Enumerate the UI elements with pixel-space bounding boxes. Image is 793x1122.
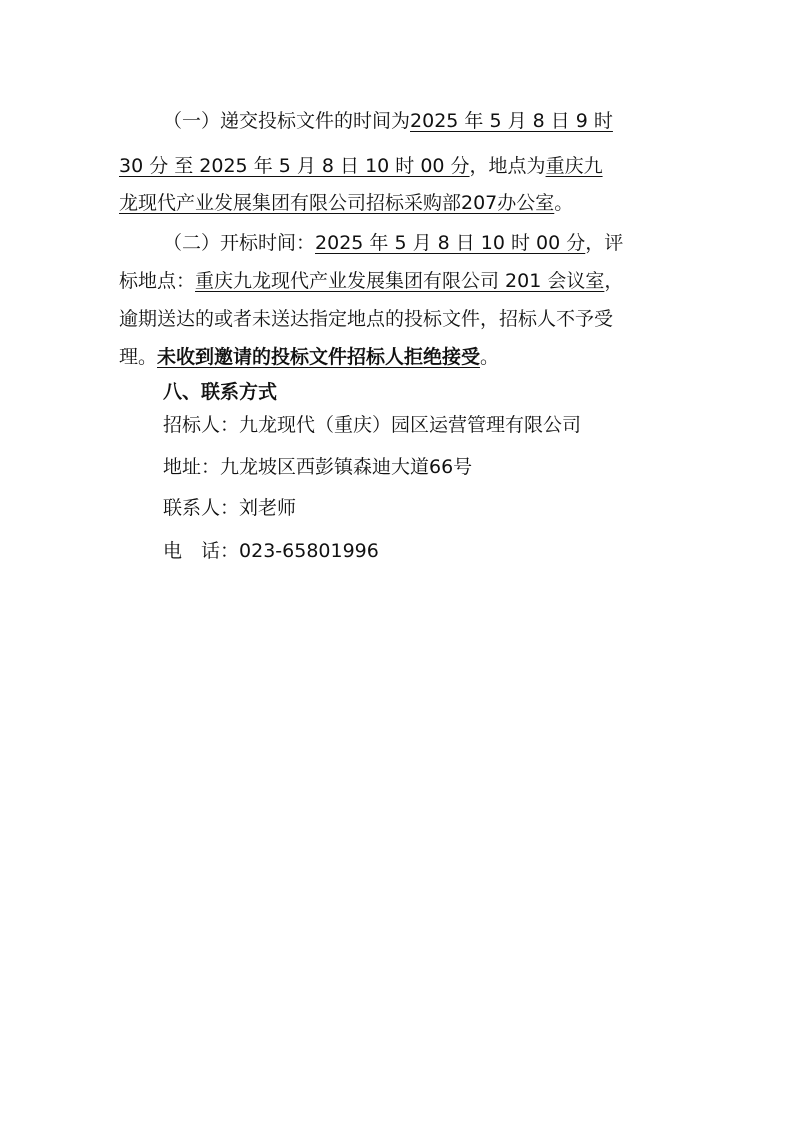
para1-line2 bbox=[119, 153, 603, 179]
para2-line4-prefix: 理。 bbox=[119, 346, 158, 368]
address-line: 地址：九龙坡区西彭镇森迪大道66号 bbox=[163, 456, 473, 478]
submission-time-end: 30 分 至 2025 年 5 月 8 日 10 时 00 分 bbox=[119, 155, 470, 177]
contact-person-line: 联系人：刘老师 bbox=[163, 497, 297, 519]
phone-label: 电 话： bbox=[163, 540, 240, 562]
para2-line1-tail: ，评 bbox=[585, 232, 624, 254]
para2-line1 bbox=[163, 230, 623, 256]
para2-line4 bbox=[119, 344, 499, 370]
submission-time-start: 2025 年 5 月 8 日 9 时 bbox=[410, 110, 613, 132]
para2-end-punct: 。 bbox=[480, 346, 500, 368]
opening-location: 重庆九龙现代产业发展集团有限公司 201 会议室 bbox=[195, 270, 605, 292]
opening-location-label: 标地点： bbox=[119, 270, 196, 292]
para1-prefix: （一）递交投标文件的时间为 bbox=[163, 110, 411, 132]
opening-time: 2025 年 5 月 8 日 10 时 00 分 bbox=[315, 232, 586, 254]
tenderer-line: 招标人：九龙现代（重庆）园区运营管理有限公司 bbox=[163, 414, 582, 436]
para1-line1 bbox=[163, 108, 613, 134]
phone-line bbox=[163, 538, 379, 564]
late-submission-note: 逾期送达的或者未送达指定地点的投标文件，招标人不予受 bbox=[119, 308, 614, 330]
submission-location-start: 重庆九 bbox=[545, 155, 603, 177]
phone-number: 023-65801996 bbox=[239, 540, 379, 562]
para1-end-punct: 。 bbox=[554, 192, 574, 214]
para2-line2-tail: ， bbox=[604, 270, 624, 292]
para2-line2 bbox=[119, 268, 623, 294]
submission-location-end: 龙现代产业发展集团有限公司招标采购部207办公室 bbox=[119, 192, 555, 214]
contact-heading: 八、联系方式 bbox=[163, 381, 278, 403]
para2-line3 bbox=[119, 306, 613, 332]
rejection-notice: 未收到邀请的投标文件招标人拒绝接受 bbox=[157, 346, 481, 368]
para2-prefix: （二）开标时间： bbox=[163, 232, 316, 254]
para1-location-prefix: ，地点为 bbox=[469, 155, 546, 177]
para1-line3 bbox=[119, 190, 573, 216]
